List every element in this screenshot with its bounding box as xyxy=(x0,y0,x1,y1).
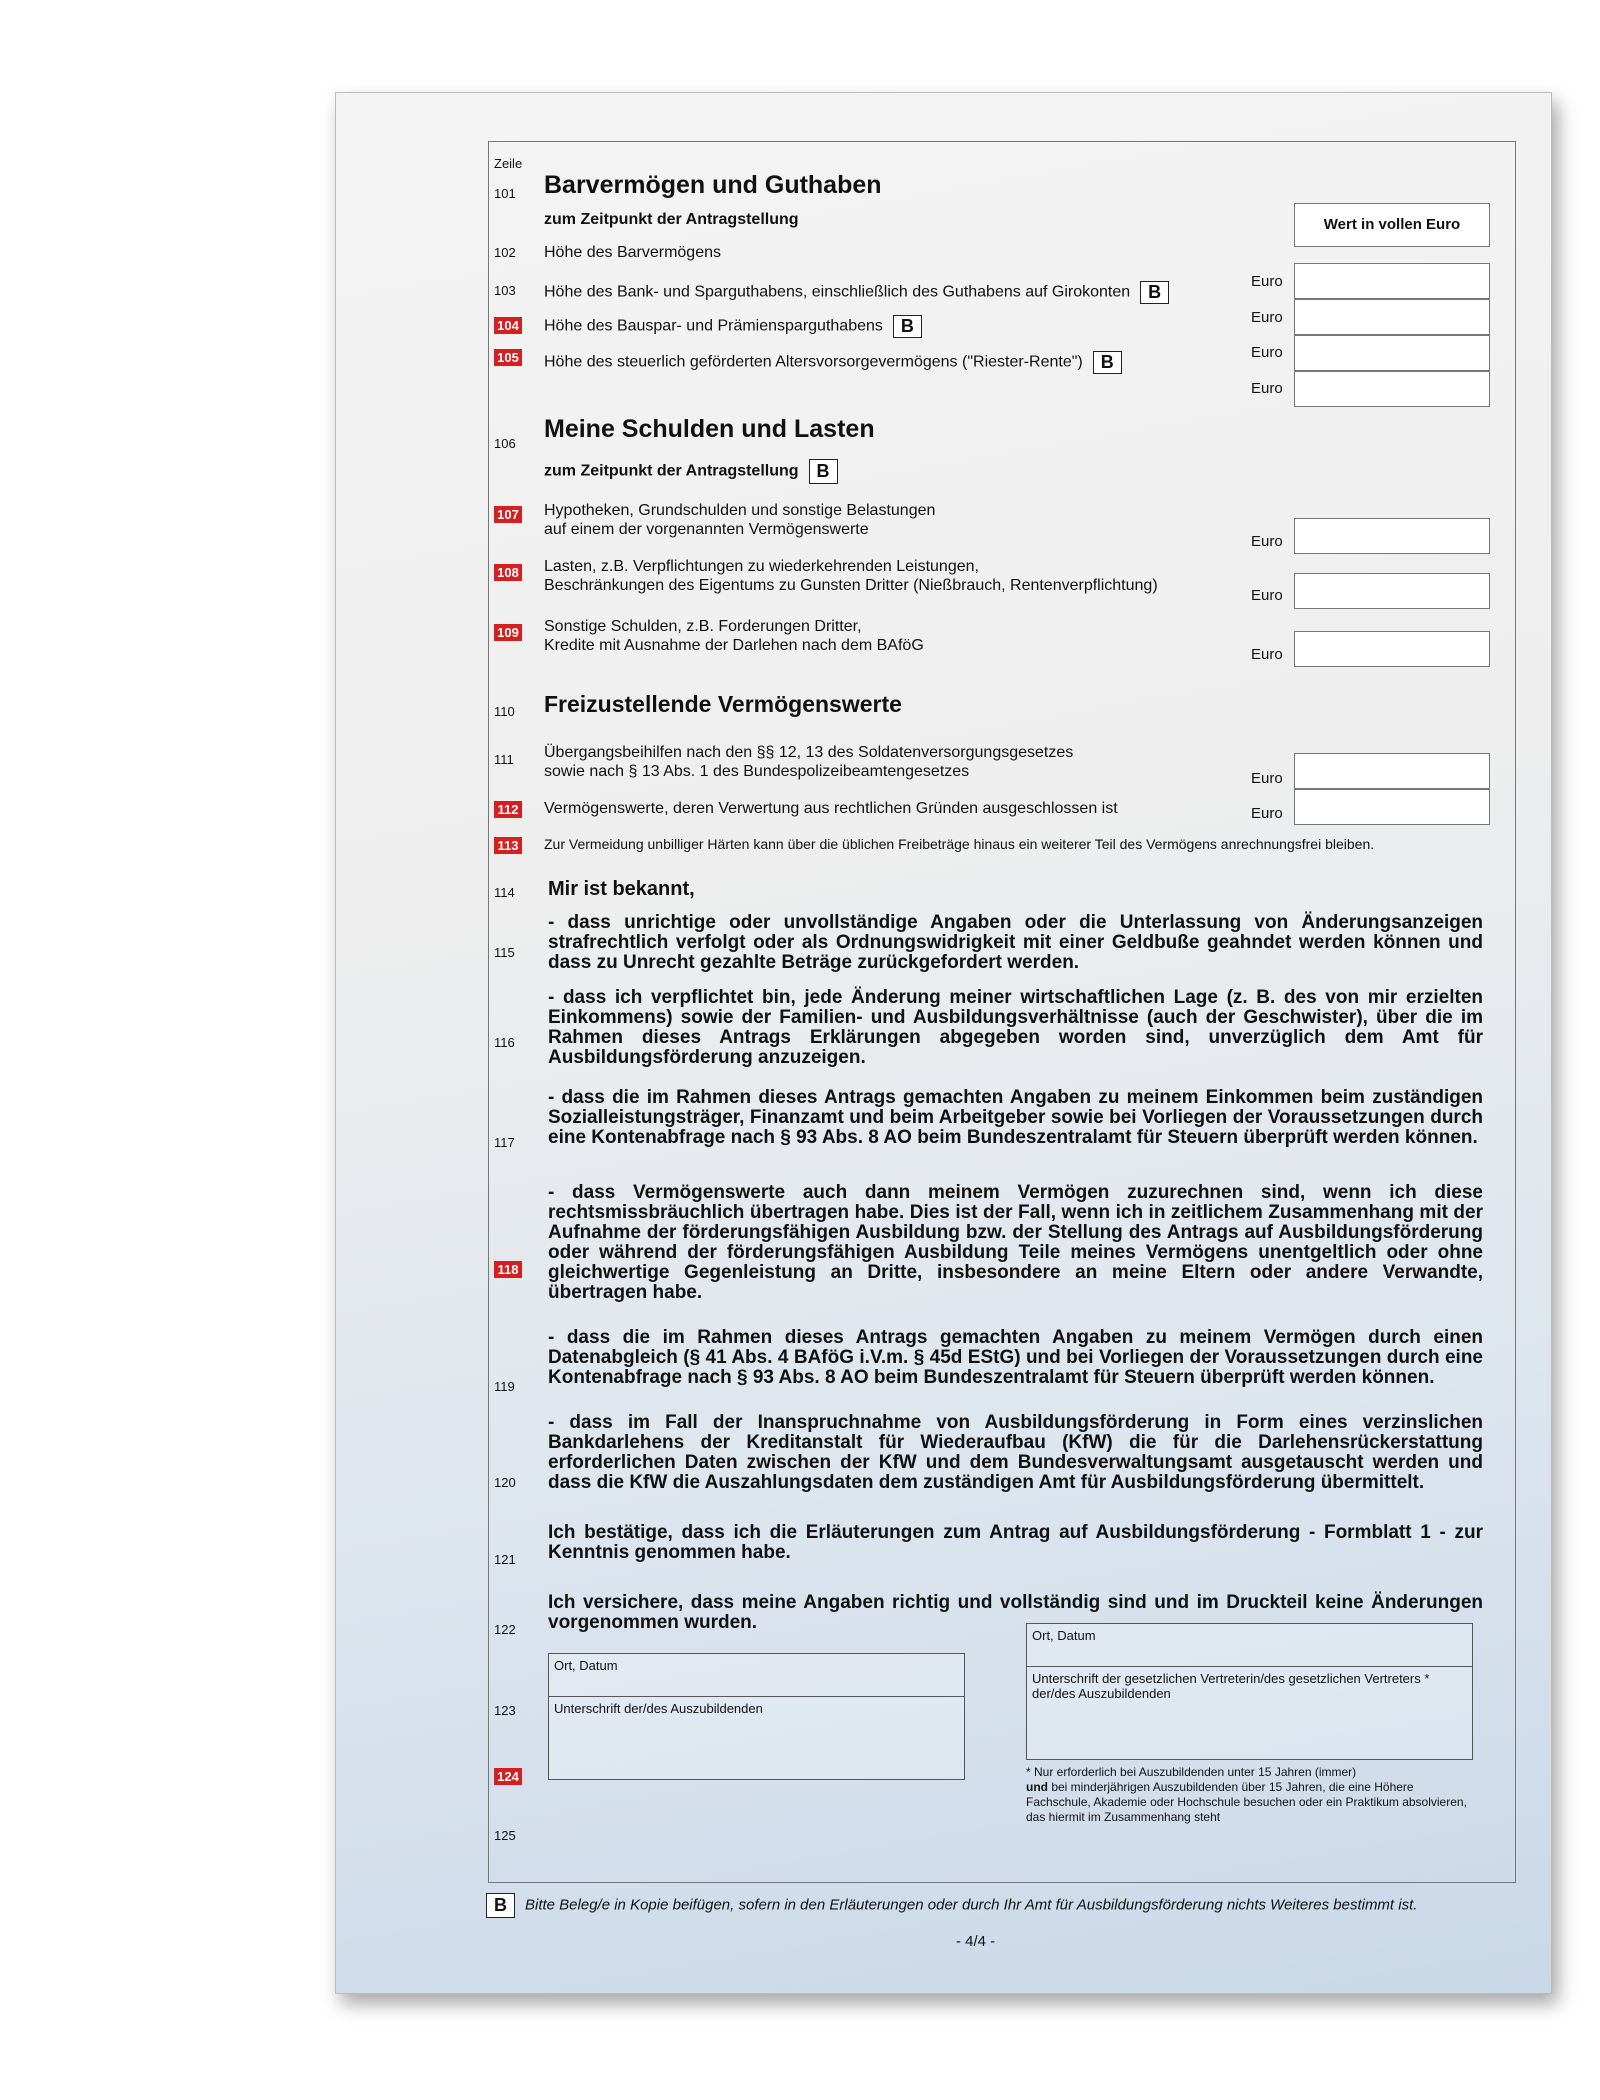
row-label xyxy=(544,501,935,539)
subtitle-text: zum Zeitpunkt der Antragstellung xyxy=(544,462,799,480)
line-number: 116 xyxy=(494,1035,515,1050)
section-title: Mir ist bekannt, xyxy=(548,878,695,900)
ort-datum-label: Ort, Datum xyxy=(549,1654,964,1697)
confirmation-text: Ich bestätige, dass ich die Erläuterungen zum Antrag auf Ausbildungsförderung - Formblatt 1 - zur Kenntnis genommen habe. xyxy=(548,1522,1483,1563)
row-label: Zur Vermeidung unbilliger Härten kann über die üblichen Freibeträge hinaus ein weiterer Teil des Vermögens anrechnungsfrei bleiben. xyxy=(544,836,1375,852)
footnote-line: * Nur erforderlich bei Auszubildenden unter 15 Jahren (immer) xyxy=(1026,1765,1357,1779)
beleg-badge: B xyxy=(1093,351,1122,374)
row-text-line: Kredite mit Ausnahme der Darlehen nach dem BAföG xyxy=(544,637,924,654)
riester-input[interactable] xyxy=(1294,371,1490,407)
line-number-marked: 112 xyxy=(494,801,522,818)
row-label xyxy=(544,281,1169,304)
euro-label: Euro xyxy=(1251,587,1283,604)
line-number: 101 xyxy=(494,186,516,201)
row-text: Höhe des steuerlich geförderten Altersvorsorgevermögens ("Riester-Rente") xyxy=(544,353,1083,371)
declaration-item: - dass ich verpflichtet bin, jede Änderung meiner wirtschaftlichen Lage (z. B. des von mir erzielten Einkommens) sowie der Familien- und Ausbildungsverhältnisse (auch der Geschwister), über die im Rahmen dieses Antrags Erklärungen abgegeben worden sind, unverzüglich dem Amt für Ausbildungsförderung anzuzeigen. xyxy=(548,987,1483,1068)
row-text-line: sowie nach § 13 Abs. 1 des Bundespolizeibeamtengesetzes xyxy=(544,763,970,780)
row-text-line: Übergangsbeihilfen nach den §§ 12, 13 des Soldatenversorgungsgesetzes xyxy=(544,744,1074,761)
euro-label: Euro xyxy=(1251,533,1283,550)
ort-datum-label: Ort, Datum xyxy=(1027,1624,1472,1667)
line-number-marked: 124 xyxy=(494,1768,522,1785)
line-number: 115 xyxy=(494,945,515,960)
section-subtitle: zum Zeitpunkt der Antragstellung xyxy=(544,211,799,228)
student-signature-box[interactable] xyxy=(548,1653,965,1780)
line-number: 119 xyxy=(494,1379,515,1394)
sonstige-schulden-input[interactable] xyxy=(1294,631,1490,667)
beleg-badge: B xyxy=(893,315,922,338)
footnote-emphasis: und xyxy=(1026,1780,1048,1794)
form-page xyxy=(335,92,1552,1994)
row-text-line: auf einem der vorgenannten Vermögenswerte xyxy=(544,521,869,538)
euro-label: Euro xyxy=(1251,344,1283,361)
line-number-marked: 104 xyxy=(494,317,522,334)
euro-label: Euro xyxy=(1251,646,1283,663)
row-text-line: Sonstige Schulden, z.B. Forderungen Dritter, xyxy=(544,618,862,635)
line-number-marked: 113 xyxy=(494,837,522,854)
value-header: Wert in vollen Euro xyxy=(1294,203,1490,247)
line-number: 110 xyxy=(494,704,515,719)
row-text-line: Beschränkungen des Eigentums zu Gunsten Dritter (Nießbrauch, Rentenverpflichtung) xyxy=(544,577,1158,594)
line-number-marked: 108 xyxy=(494,564,522,581)
signature-label xyxy=(1027,1667,1472,1705)
bausparguthaben-input[interactable] xyxy=(1294,335,1490,371)
euro-label: Euro xyxy=(1251,805,1283,822)
representative-signature-box[interactable] xyxy=(1026,1623,1473,1760)
hypotheken-input[interactable] xyxy=(1294,518,1490,554)
line-number: 111 xyxy=(494,752,514,767)
line-number: 120 xyxy=(494,1475,516,1490)
row-label: Vermögenswerte, deren Verwertung aus rechtlichen Gründen ausgeschlossen ist xyxy=(544,800,1118,817)
vermoegenswerte-input[interactable] xyxy=(1294,789,1490,825)
signature-label-line: Unterschrift der gesetzlichen Vertreterin/des gesetzlichen Vertreters * xyxy=(1032,1671,1430,1686)
declaration-item: - dass Vermögenswerte auch dann meinem Vermögen zuzurechnen sind, wenn ich diese rechtsmissbräuchlich übertragen habe. Dies ist der Fall, wenn ich in zeitlichem Zusammenhang mit der Aufnahme der förderungsfähigen Ausbildung bzw. der Stellung des Antrags auf Ausbildungsförderung oder während der förderungsfähigen Ausbildung Teile meines Vermögens unentgeltlich oder ohne gleichwertige Gegenleistung an Dritte, insbesondere an meine Eltern oder andere Verwandte, übertragen habe. xyxy=(548,1182,1483,1303)
row-text-line: Hypotheken, Grundschulden und sonstige Belastungen xyxy=(544,502,936,519)
row-label xyxy=(544,557,1158,595)
declaration-item: - dass die im Rahmen dieses Antrags gemachten Angaben zu meinem Vermögen durch einen Datenabgleich (§ 41 Abs. 4 BAföG i.V.m. § 45d EStG) und bei Vorliegen der Voraussetzungen durch eine Kontenabfrage nach § 93 Abs. 8 AO beim Bundeszentralamt für Steuern überprüft werden können. xyxy=(548,1327,1483,1388)
assurance-text: Ich versichere, dass meine Angaben richtig und vollständig sind und im Druckteil keine Änderungen vorgenommen wurden. xyxy=(548,1592,1483,1633)
line-number-marked: 107 xyxy=(494,506,522,523)
row-label xyxy=(544,315,922,338)
section-title: Meine Schulden und Lasten xyxy=(544,415,875,443)
line-number: 123 xyxy=(494,1703,516,1718)
euro-label: Euro xyxy=(1251,273,1283,290)
page-number: - 4/4 - xyxy=(956,1933,996,1950)
line-number-marked: 118 xyxy=(494,1261,522,1278)
bankguthaben-input[interactable] xyxy=(1294,299,1490,335)
zeile-label: Zeile xyxy=(494,156,523,171)
euro-label: Euro xyxy=(1251,309,1283,326)
row-label: Höhe des Barvermögens xyxy=(544,244,721,261)
footer-note xyxy=(486,1893,1417,1918)
declaration-item: - dass die im Rahmen dieses Antrags gemachten Angaben zu meinem Einkommen beim zuständigen Sozialleistungsträger, Finanzamt und beim Arbeitgeber sowie bei Vorliegen der Voraussetzungen durch eine Kontenabfrage nach § 93 Abs. 8 AO beim Bundeszentralamt für Steuern überprüft werden können. xyxy=(548,1087,1483,1148)
footnote-text: bei minderjährigen Auszubildenden über 15 Jahren, die eine Höhere Fachschule, Akademie oder Hochschule besuchen oder ein Praktikum absolvieren, das hiermit im Zusammenhang steht xyxy=(1026,1780,1467,1824)
line-number: 122 xyxy=(494,1622,516,1637)
line-number: 106 xyxy=(494,436,516,451)
section-title: Freizustellende Vermögenswerte xyxy=(544,691,902,717)
section-title: Barvermögen und Guthaben xyxy=(544,171,882,199)
euro-label: Euro xyxy=(1251,770,1283,787)
signature-label: Unterschrift der/des Auszubildenden xyxy=(554,1701,763,1716)
line-number: 103 xyxy=(494,283,516,298)
beleg-badge: B xyxy=(809,459,838,484)
row-label xyxy=(544,743,1073,781)
lasten-input[interactable] xyxy=(1294,573,1490,609)
section-subtitle xyxy=(544,459,838,484)
signature-label-line: der/des Auszubildenden xyxy=(1032,1686,1171,1701)
line-number: 121 xyxy=(494,1552,516,1567)
line-number-marked: 109 xyxy=(494,624,522,641)
row-label xyxy=(544,617,924,655)
row-text: Höhe des Bauspar- und Prämiensparguthabens xyxy=(544,317,883,335)
footnote-line xyxy=(1026,1780,1476,1825)
declaration-item: - dass unrichtige oder unvollständige Angaben oder die Unterlassung von Änderungsanzeigen strafrechtlich verfolgt oder als Ordnungswidrigkeit mit einer Geldbuße geahndet werden können und dass zu Unrecht gezahlte Beträge zurückgefordert werden. xyxy=(548,912,1483,973)
line-number: 125 xyxy=(494,1828,516,1843)
line-number: 117 xyxy=(494,1135,515,1150)
line-number: 102 xyxy=(494,245,516,260)
uebergangsbeihilfen-input[interactable] xyxy=(1294,753,1490,789)
barvermoegen-input[interactable] xyxy=(1294,263,1490,299)
beleg-badge: B xyxy=(1140,281,1169,304)
beleg-badge: B xyxy=(486,1893,515,1918)
declaration-item: - dass im Fall der Inanspruchnahme von Ausbildungsförderung in Form eines verzinslichen Bankdarlehens der Kreditanstalt für Wiederaufbau (KfW) die für die Darlehensrückerstattung erforderlichen Daten zwischen der KfW und dem Bundesverwaltungsamt ausgetauscht werden und dass die KfW die Auszahlungsdaten dem zuständigen Amt für Ausbildungsförderung übermittelt. xyxy=(548,1412,1483,1493)
line-number: 114 xyxy=(494,885,515,900)
row-text-line: Lasten, z.B. Verpflichtungen zu wiederkehrenden Leistungen, xyxy=(544,558,979,575)
euro-label: Euro xyxy=(1251,380,1283,397)
row-label xyxy=(544,351,1122,374)
line-number-marked: 105 xyxy=(494,349,522,366)
row-text: Höhe des Bank- und Sparguthabens, einschließlich des Guthabens auf Girokonten xyxy=(544,283,1131,301)
footnote xyxy=(1026,1765,1476,1825)
footer-note-text: Bitte Beleg/e in Kopie beifügen, sofern in den Erläuterungen oder durch Ihr Amt für Ausbildungsförderung nichts Weiteres bestimmt ist. xyxy=(525,1896,1418,1914)
